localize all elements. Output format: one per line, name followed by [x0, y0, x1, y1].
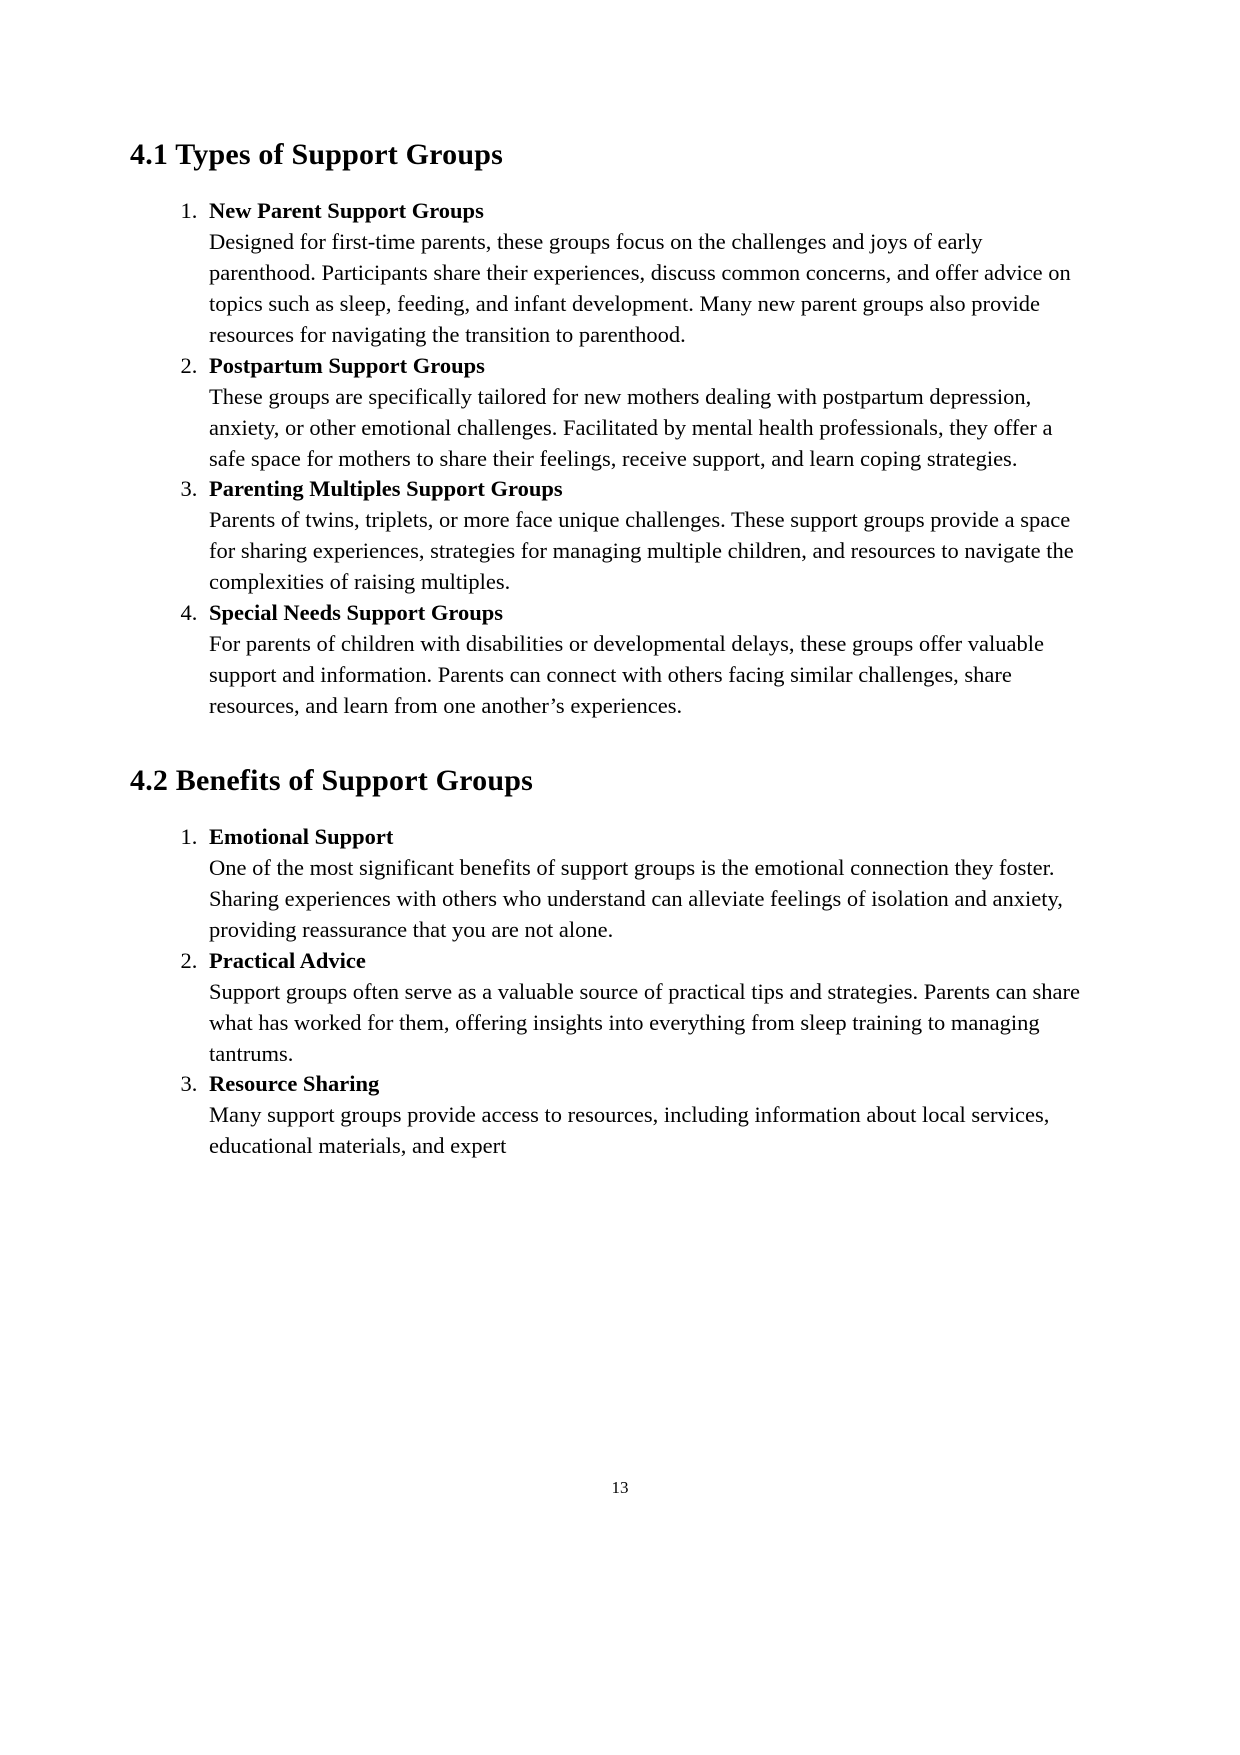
section-heading-benefits: 4.2 Benefits of Support Groups [130, 763, 534, 797]
list-item-title: 1. New Parent Support Groups [209, 198, 484, 223]
list-item-body: Parents of twins, triplets, or more face unique challenges. These support groups provide a space for sharing experiences, strategies for managing multiple children, and resources to navigate the complexities of raising multiples. [209, 507, 1074, 595]
list-item-body: These groups are specifically tailored for new mothers dealing with postpartum depression, anxiety, or other emotional challenges. Facilitated by mental health professionals, they offer a safe space for mothers to share their feelings, receive support, and learn coping strategies. [209, 383, 1053, 471]
list-item [203, 822, 1090, 946]
types-list [130, 196, 1090, 722]
list-item-body: Many support groups provide access to resources, including information about local services, educational materials, and expert [209, 1102, 1050, 1159]
section-heading-types: 4.1 Types of Support Groups [130, 138, 504, 171]
list-item-title: 3. Parenting Multiples Support Groups [209, 476, 563, 502]
list-item [203, 946, 1090, 1070]
list-item [203, 598, 1090, 722]
list-item-body: Designed for first-time parents, these groups focus on the challenges and joys of early parenthood. Participants share their experiences, discuss common concerns, and offer advice on topics such as sleep, feeding, and infant development. Many new parent groups also provide resources for navigating the transition to parenthood. [209, 228, 1071, 347]
list-item-title: 2. Postpartum Support Groups [209, 352, 485, 378]
list-item-title: 3. Resource Sharing [209, 1071, 380, 1097]
list-item-title: 4. Special Needs Support Groups [209, 600, 504, 626]
list-item-body: One of the most significant benefits of support groups is the emotional connection they foster. Sharing experiences with others who understand can alleviate feelings of isolation and anxiety, providing reassurance that you are not alone. [209, 854, 1063, 942]
benefits-list [130, 822, 1090, 1162]
list-item-title: 1. Emotional Support [209, 823, 394, 849]
list-item [203, 474, 1090, 598]
section-benefits-of-support-groups [130, 764, 1090, 1162]
list-item-body: For parents of children with disabilities or developmental delays, these groups offer valuable support and information. Parents can connect with others facing similar challenges, share resources, and learn from one another’s experiences. [209, 631, 1044, 718]
list-item-body: Support groups often serve as a valuable source of practical tips and strategies. Parents can share what has worked for them, offering insights into everything from sleep training to managing tantrums. [209, 978, 1080, 1066]
list-item [203, 351, 1090, 475]
page-number: 13 [611, 1478, 629, 1497]
list-item [203, 1069, 1090, 1162]
list-item-title: 2. Practical Advice [209, 947, 366, 973]
section-types-of-support-groups [130, 138, 1090, 722]
list-item [203, 196, 1090, 351]
